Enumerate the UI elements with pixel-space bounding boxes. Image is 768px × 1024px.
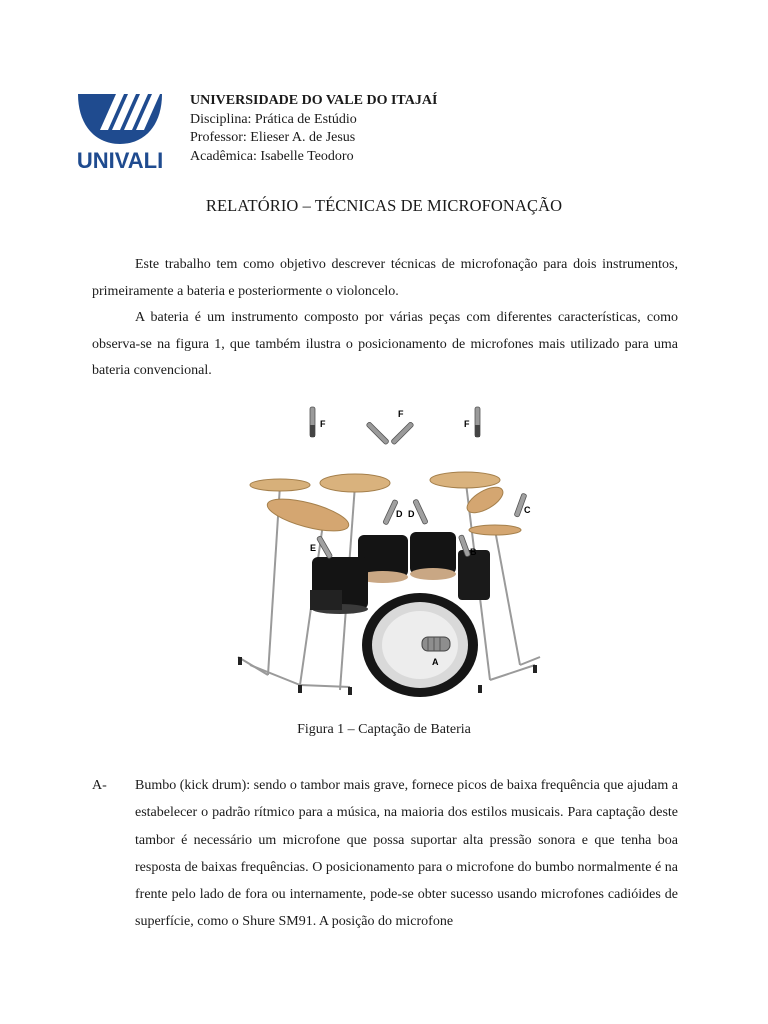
label-a: A xyxy=(432,657,439,667)
tom-mic-right-icon xyxy=(413,499,429,525)
label-f-left: F xyxy=(320,419,326,429)
label-d-right: D xyxy=(408,509,415,519)
paragraph: A bateria é um instrumento composto por várias peças com diferentes características, como observa-se na figura 1, que também ilustra o posicionamento de microfones mais utilizado para uma bateria convencional. xyxy=(92,310,678,378)
body-text xyxy=(92,252,678,385)
label-f-center: F xyxy=(398,409,404,419)
overhead-mic-right-icon xyxy=(475,407,480,437)
univali-logo xyxy=(64,86,176,172)
figure-caption: Figura 1 – Captação de Bateria xyxy=(297,722,471,737)
label-f-right: F xyxy=(464,419,470,429)
discipline: Disciplina: Prática de Estúdio xyxy=(190,111,357,127)
paragraph: Este trabalho tem como objetivo descrever técnicas de microfonação para dois instrumentos, primeiramente a bateria e posteriormente o violoncelo. xyxy=(92,257,678,299)
technique-list xyxy=(92,772,678,936)
overhead-mic-left-icon xyxy=(310,407,315,437)
overhead-mic-xy-icon xyxy=(366,422,414,445)
label-c: C xyxy=(524,505,531,515)
report-title: RELATÓRIO – TÉCNICAS DE MICROFONAÇÃO xyxy=(205,196,563,215)
kick-mic-icon xyxy=(422,637,450,651)
drum-kit-figure xyxy=(230,395,550,705)
list-item xyxy=(92,772,678,936)
student: Acadêmica: Isabelle Teodoro xyxy=(190,148,354,164)
list-marker: A- xyxy=(92,778,107,793)
logo-text: UNIVALI xyxy=(76,148,164,172)
label-e: E xyxy=(310,543,317,553)
list-item-text: Bumbo (kick drum): sendo o tambor mais grave, fornece picos de baixa frequência que ajudam a estabelecer o padrão rítmico para a música, na maioria dos estilos musicais. Para captação deste tambor é necessário um microfone que possa suportar alta pressão sonora e que tenha boa resposta de baixas frequências. O posicionamento para o microfone do bumbo normalmente é na frente pelo lado de fora ou internamente, pode-se obter sucesso usando microfones cadióides de superfície, como o Shure SM91. A posição do microfone xyxy=(135,778,678,930)
document-header xyxy=(190,92,437,166)
label-b: B xyxy=(470,547,477,557)
professor: Professor: Elieser A. de Jesus xyxy=(190,130,356,145)
university-name: UNIVERSIDADE DO VALE DO ITAJAÍ xyxy=(190,93,438,108)
label-d-left: D xyxy=(396,509,403,519)
